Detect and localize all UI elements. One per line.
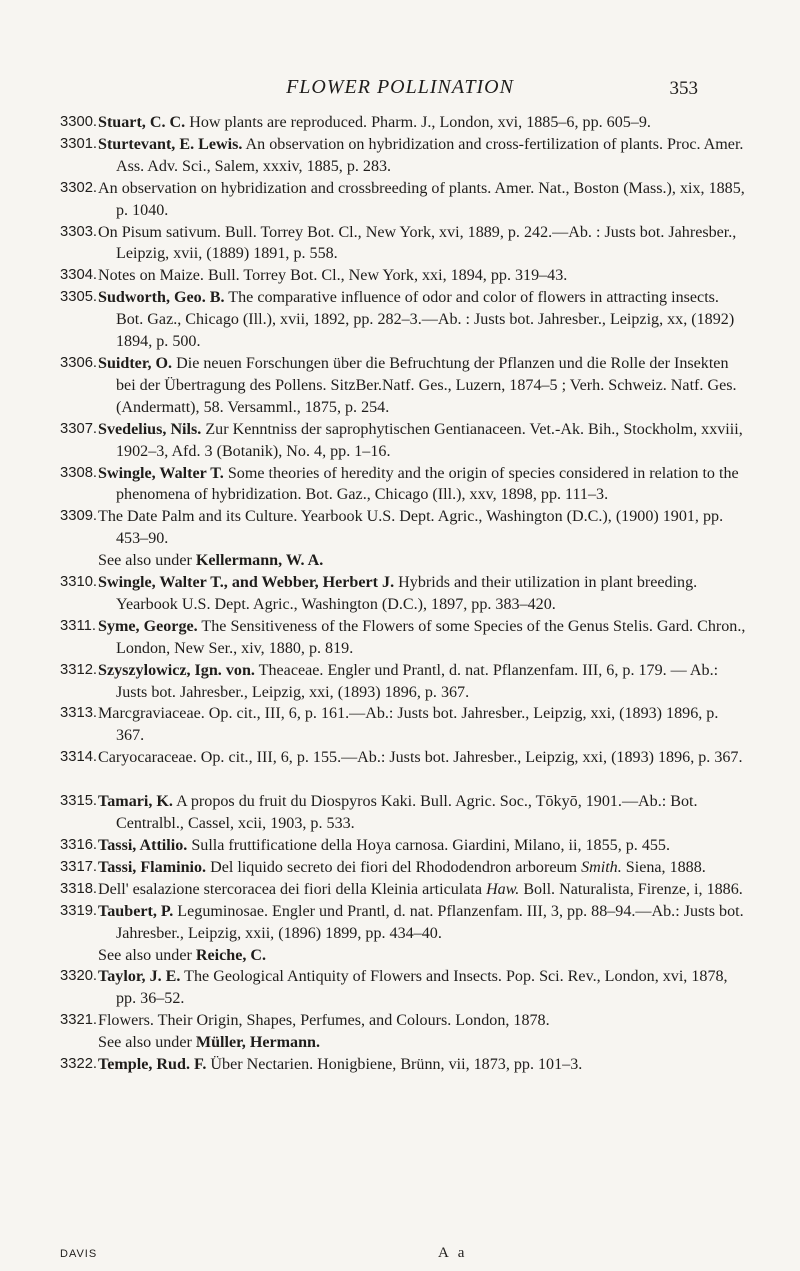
bibliography-entry	[60, 835, 750, 857]
entry-citation: An observation on hybridization and crossbreeding of plants. Amer. Nat., Boston (Mass.), xix, 1885, p. 1040.	[98, 179, 745, 219]
bibliography-entry	[60, 572, 750, 616]
bibliography-entry	[60, 791, 750, 835]
entry-citation: Über Nectarien. Honigbiene, Brünn, vii, 1873, pp. 101–3.	[206, 1056, 583, 1074]
entry-number: 3312.	[60, 661, 98, 678]
entry-citation: Zur Kenntniss der saprophytischen Gentianaceen. Vet.-Ak. Bih., Stockholm, xxviii, 1902–3, Afd. 3 (Botanik), No. 4, pp. 1–16.	[116, 420, 743, 460]
bibliography-entry	[60, 901, 750, 967]
running-head: FLOWER POLLINATION	[286, 76, 514, 98]
entry-body	[98, 703, 750, 747]
entry-citation: The comparative influence of odor and color of flowers in attracting insects. Bot. Gaz., Chicago (Ill.), xvii, 1892, pp. 282–3.—Ab. : Justs bot. Jahresber., Leipzig, xx, (1892) 1894, p. 500.	[116, 289, 735, 351]
entry-number: 3311.	[60, 617, 96, 634]
entry-citation: Dell' esalazione stercoracea dei fiori della Kleinia articulata	[98, 880, 487, 898]
entry-citation: The Sensitiveness of the Flowers of some Species of the Genus Stelis. Gard. Chron., London, New Ser., xiv, 1880, p. 819.	[116, 617, 746, 657]
entry-number: 3301.	[60, 135, 98, 152]
entry-author: Tassi, Attilio.	[98, 837, 188, 854]
entry-number: 3316.	[60, 837, 98, 853]
see-also-prefix: See also under	[98, 552, 196, 570]
entry-author: Taubert, P.	[98, 902, 174, 920]
entry-number: 3322.	[60, 1056, 98, 1073]
entry-author: Svedelius, Nils.	[98, 420, 202, 438]
entry-citation: A propos du fruit du Diospyros Kaki. Bull. Agric. Soc., Tōkyō, 1901.—Ab.: Bot. Centralbl., Cassel, xcii, 1903, p. 533.	[116, 793, 698, 833]
entry-citation: Caryocaraceae. Op. cit., III, 6, p. 155.—Ab.: Justs bot. Jahresber., Leipzig, xxi, (1893) 1896, p. 367.	[98, 749, 743, 767]
entry-body	[98, 966, 750, 1010]
entry-body	[98, 222, 750, 266]
bibliography-entry	[60, 463, 750, 507]
entry-number: 3317.	[60, 858, 98, 875]
entry-author: Sturtevant, E. Lewis.	[98, 135, 243, 153]
entry-number: 3300.	[60, 114, 98, 130]
entry-authority: Haw.	[486, 880, 520, 898]
entry-number: 3310.	[60, 574, 98, 591]
footer	[60, 1245, 750, 1261]
entry-citation: Leguminosae. Engler und Prantl, d. nat. Pflanzenfam. III, 3, pp. 88–94.—Ab.: Justs bot. Jahresber., Leipzig, xxii, (1896) 1899, pp. 434–40.	[116, 902, 744, 942]
entry-body	[98, 463, 750, 507]
bibliography-list	[60, 112, 750, 1076]
entry-citation: The Geological Antiquity of Flowers and Insects. Pop. Sci. Rev., London, xvi, 1878, pp. 36–52.	[116, 968, 728, 1008]
footer-signature-mark: A a	[438, 1245, 468, 1261]
entry-citation-end: Boll. Naturalista, Firenze, i, 1886.	[519, 880, 743, 898]
entry-body	[98, 112, 750, 134]
entry-number: 3309.	[60, 508, 98, 525]
entry-body	[98, 506, 750, 550]
section-gap	[60, 769, 750, 791]
entry-number: 3308.	[60, 464, 98, 481]
see-also	[98, 945, 750, 967]
entry-body	[98, 857, 750, 879]
entry-number: 3302.	[60, 179, 98, 196]
see-also-prefix: See also under	[98, 946, 196, 964]
entry-citation: How plants are reproduced. Pharm. J., London, xvi, 1885–6, pp. 605–9.	[185, 114, 651, 131]
entry-body	[98, 134, 750, 178]
bibliography-entry	[60, 353, 750, 419]
entry-body	[98, 879, 750, 901]
entry-body	[98, 1010, 750, 1032]
entry-number: 3320.	[60, 968, 98, 985]
bibliography-entry	[60, 178, 750, 222]
entry-body	[98, 835, 750, 857]
entry-body	[98, 265, 750, 287]
entry-number: 3307.	[60, 420, 98, 437]
entry-author: Syme, George.	[98, 617, 198, 635]
bibliography-entry	[60, 703, 750, 747]
entry-number: 3313.	[60, 705, 98, 722]
bibliography-entry	[60, 287, 750, 353]
bibliography-entry	[60, 265, 750, 287]
entry-author: Taylor, J. E.	[98, 968, 181, 986]
entry-citation-end: Siena, 1888.	[621, 858, 706, 876]
entry-citation: Die neuen Forschungen über die Befruchtung der Pflanzen und die Rolle der Insekten bei der Übertragung des Pollens. SitzBer.Natf. Ges., Luzern, 1874–5 ; Verh. Schweiz. Natf. Ges. (Andermatt), 58. Versamml., 1875, p. 254.	[116, 354, 737, 416]
entry-body	[98, 178, 750, 222]
see-also	[98, 550, 750, 572]
bibliography-entry	[60, 879, 750, 901]
entry-author: Suidter, O.	[98, 354, 173, 372]
entry-body	[98, 1054, 750, 1076]
entry-number: 3305.	[60, 289, 98, 306]
entry-number: 3318.	[60, 880, 98, 897]
page-number: 353	[669, 78, 698, 99]
entry-number: 3303.	[60, 223, 98, 240]
entry-author: Temple, Rud. F.	[98, 1056, 207, 1074]
entry-author: Stuart, C. C.	[98, 114, 186, 131]
see-also	[98, 1032, 750, 1054]
entry-citation: An observation on hybridization and cross-fertilization of plants. Proc. Amer. Ass. Adv. Sci., Salem, xxxiv, 1885, p. 283.	[116, 135, 744, 175]
see-also-prefix: See also under	[98, 1034, 196, 1052]
entry-number: 3315.	[60, 793, 98, 810]
entry-citation: Del liquido secreto dei fiori del Rhododendron arboreum	[206, 858, 582, 876]
entry-author: Swingle, Walter T.	[98, 464, 224, 482]
entry-author: Tassi, Flaminio.	[98, 858, 207, 876]
bibliography-entry	[60, 1010, 750, 1054]
entry-citation: The Date Palm and its Culture. Yearbook U.S. Dept. Agric., Washington (D.C.), (1900) 1901, pp. 453–90.	[98, 508, 724, 548]
entry-number: 3306.	[60, 354, 98, 371]
see-also-name: Reiche, C.	[195, 946, 267, 964]
bibliography-entry	[60, 966, 750, 1010]
bibliography-entry	[60, 506, 750, 572]
entry-body	[98, 572, 750, 616]
footer-signature-label: DAVIS	[60, 1248, 98, 1260]
entry-body	[98, 353, 750, 419]
entry-citation: Some theories of heredity and the origin of species considered in relation to the phenomena of hybridization. Bot. Gaz., Chicago (Ill.), xxv, 1898, pp. 111–3.	[116, 464, 739, 504]
bibliography-entry	[60, 419, 750, 463]
entry-author: Szyszylowicz, Ign. von.	[98, 661, 255, 679]
entry-number: 3319.	[60, 902, 98, 919]
bibliography-entry	[60, 112, 750, 134]
entry-body	[98, 419, 750, 463]
see-also-name: Kellermann, W. A.	[195, 552, 324, 570]
entry-authority: Smith.	[581, 858, 622, 876]
entry-body	[98, 616, 750, 660]
entry-body	[98, 901, 750, 945]
entry-citation: Hybrids and their utilization in plant breeding. Yearbook U.S. Dept. Agric., Washington (D.C.), 1897, pp. 383–420.	[116, 574, 698, 613]
bibliography-entry	[60, 134, 750, 178]
bibliography-entry	[60, 222, 750, 266]
bibliography-entry	[60, 660, 750, 704]
see-also-name: Müller, Hermann.	[195, 1034, 320, 1052]
bibliography-entry	[60, 1054, 750, 1076]
entry-author: Swingle, Walter T., and Webber, Herbert J.	[98, 574, 395, 592]
bibliography-entry	[60, 616, 750, 660]
entry-citation: Theaceae. Engler und Prantl, d. nat. Pflanzenfam. III, 6, p. 179. — Ab.: Justs bot. Jahresber., Leipzig, xxi, (1893) 1896, p. 367.	[116, 661, 719, 701]
entry-body	[98, 660, 750, 704]
entry-citation: Notes on Maize. Bull. Torrey Bot. Cl., New York, xxi, 1894, pp. 319–43.	[98, 267, 568, 285]
bibliography-entry	[60, 747, 750, 769]
entry-citation: Flowers. Their Origin, Shapes, Perfumes, and Colours. London, 1878.	[98, 1012, 550, 1030]
entry-citation: On Pisum sativum. Bull. Torrey Bot. Cl., New York, xvi, 1889, p. 242.—Ab. : Justs bot. Jahresber., Leipzig, xvii, (1889) 1891, p. 558.	[98, 223, 737, 263]
entry-number: 3304.	[60, 267, 98, 284]
entry-body	[98, 287, 750, 353]
entry-number: 3314.	[60, 749, 98, 766]
entry-body	[98, 791, 750, 835]
entry-citation: Sulla fruttificatione della Hoya carnosa. Giardini, Milano, ii, 1855, p. 455.	[187, 837, 670, 854]
entry-citation: Marcgraviaceae. Op. cit., III, 6, p. 161.—Ab.: Justs bot. Jahresber., Leipzig, xxi, (1893) 1896, p. 367.	[98, 705, 719, 745]
entry-body	[98, 747, 750, 769]
entry-author: Tamari, K.	[98, 793, 173, 811]
bibliography-entry	[60, 857, 750, 879]
entry-number: 3321.	[60, 1012, 98, 1029]
entry-author: Sudworth, Geo. B.	[98, 289, 225, 307]
